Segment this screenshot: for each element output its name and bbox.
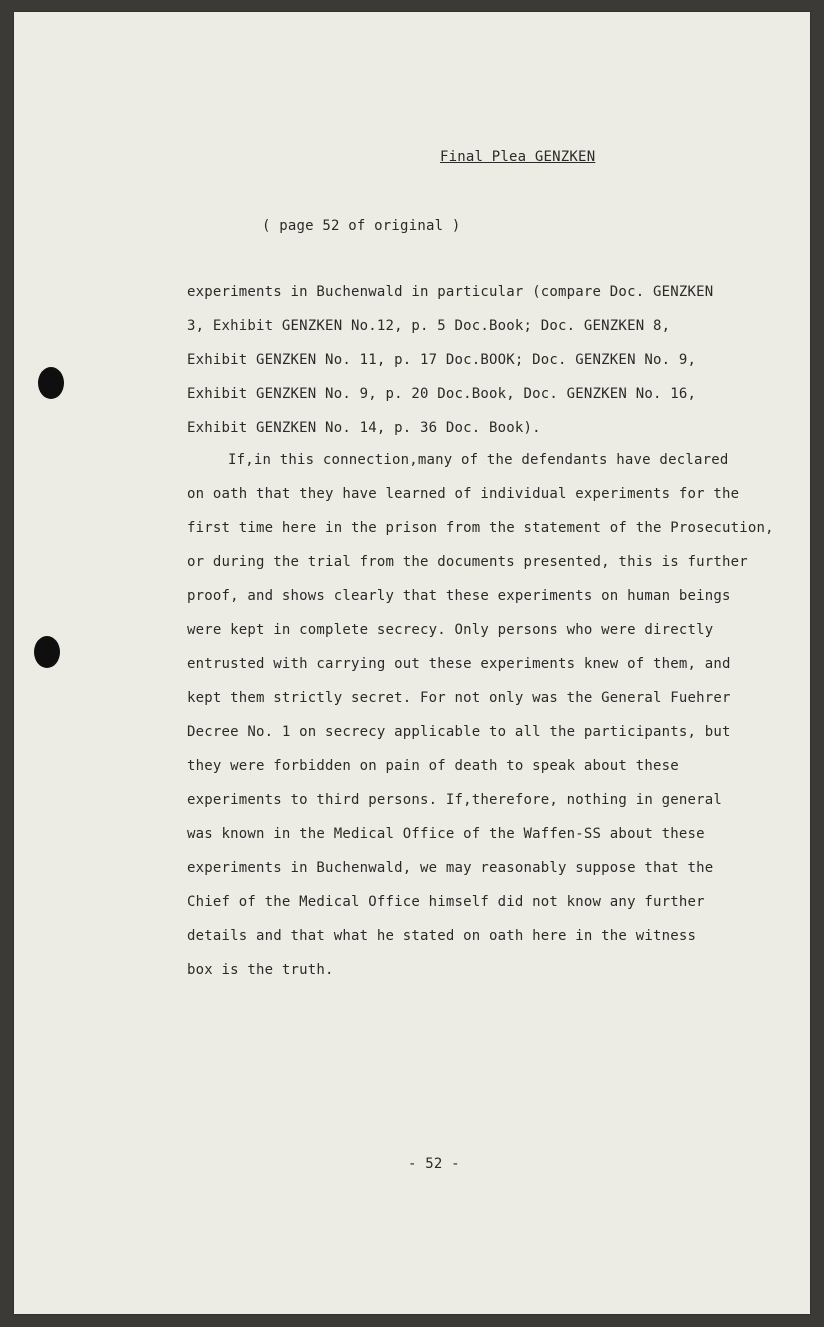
document-header: Final Plea GENZKEN xyxy=(440,149,596,165)
body-line: proof, and shows clearly that these experiments on human beings xyxy=(187,588,731,604)
body-line: was known in the Medical Office of the Waffen-SS about these xyxy=(187,826,705,842)
body-line: box is the truth. xyxy=(187,962,334,978)
body-line: Exhibit GENZKEN No. 14, p. 36 Doc. Book). xyxy=(187,420,541,436)
body-line: Chief of the Medical Office himself did not know any further xyxy=(187,894,705,910)
body-line: were kept in complete secrecy. Only persons who were directly xyxy=(187,622,714,638)
body-line: Exhibit GENZKEN No. 11, p. 17 Doc.BOOK; Doc. GENZKEN No. 9, xyxy=(187,352,697,368)
body-line: they were forbidden on pain of death to speak about these xyxy=(187,758,679,774)
body-line: entrusted with carrying out these experiments knew of them, and xyxy=(187,656,731,672)
body-line: experiments in Buchenwald in particular (compare Doc. GENZKEN xyxy=(187,284,714,300)
body-line: experiments in Buchenwald, we may reasonably suppose that the xyxy=(187,860,714,876)
page-reference: ( page 52 of original ) xyxy=(262,218,461,234)
body-line: Decree No. 1 on secrecy applicable to all the participants, but xyxy=(187,724,731,740)
body-line: details and that what he stated on oath here in the witness xyxy=(187,928,697,944)
body-line: 3, Exhibit GENZKEN No.12, p. 5 Doc.Book; Doc. GENZKEN 8, xyxy=(187,318,671,334)
body-line: or during the trial from the documents presented, this is further xyxy=(187,554,748,570)
body-line: experiments to third persons. If,therefore, nothing in general xyxy=(187,792,722,808)
body-line: If,in this connection,many of the defendants have declared xyxy=(228,452,729,468)
page-number: - 52 - xyxy=(408,1156,460,1172)
punch-hole xyxy=(34,636,60,668)
body-line: kept them strictly secret. For not only was the General Fuehrer xyxy=(187,690,731,706)
document-page xyxy=(14,12,810,1314)
punch-hole xyxy=(38,367,64,399)
body-line: first time here in the prison from the statement of the Prosecution, xyxy=(187,520,774,536)
body-line: on oath that they have learned of individual experiments for the xyxy=(187,486,740,502)
body-line: Exhibit GENZKEN No. 9, p. 20 Doc.Book, Doc. GENZKEN No. 16, xyxy=(187,386,697,402)
